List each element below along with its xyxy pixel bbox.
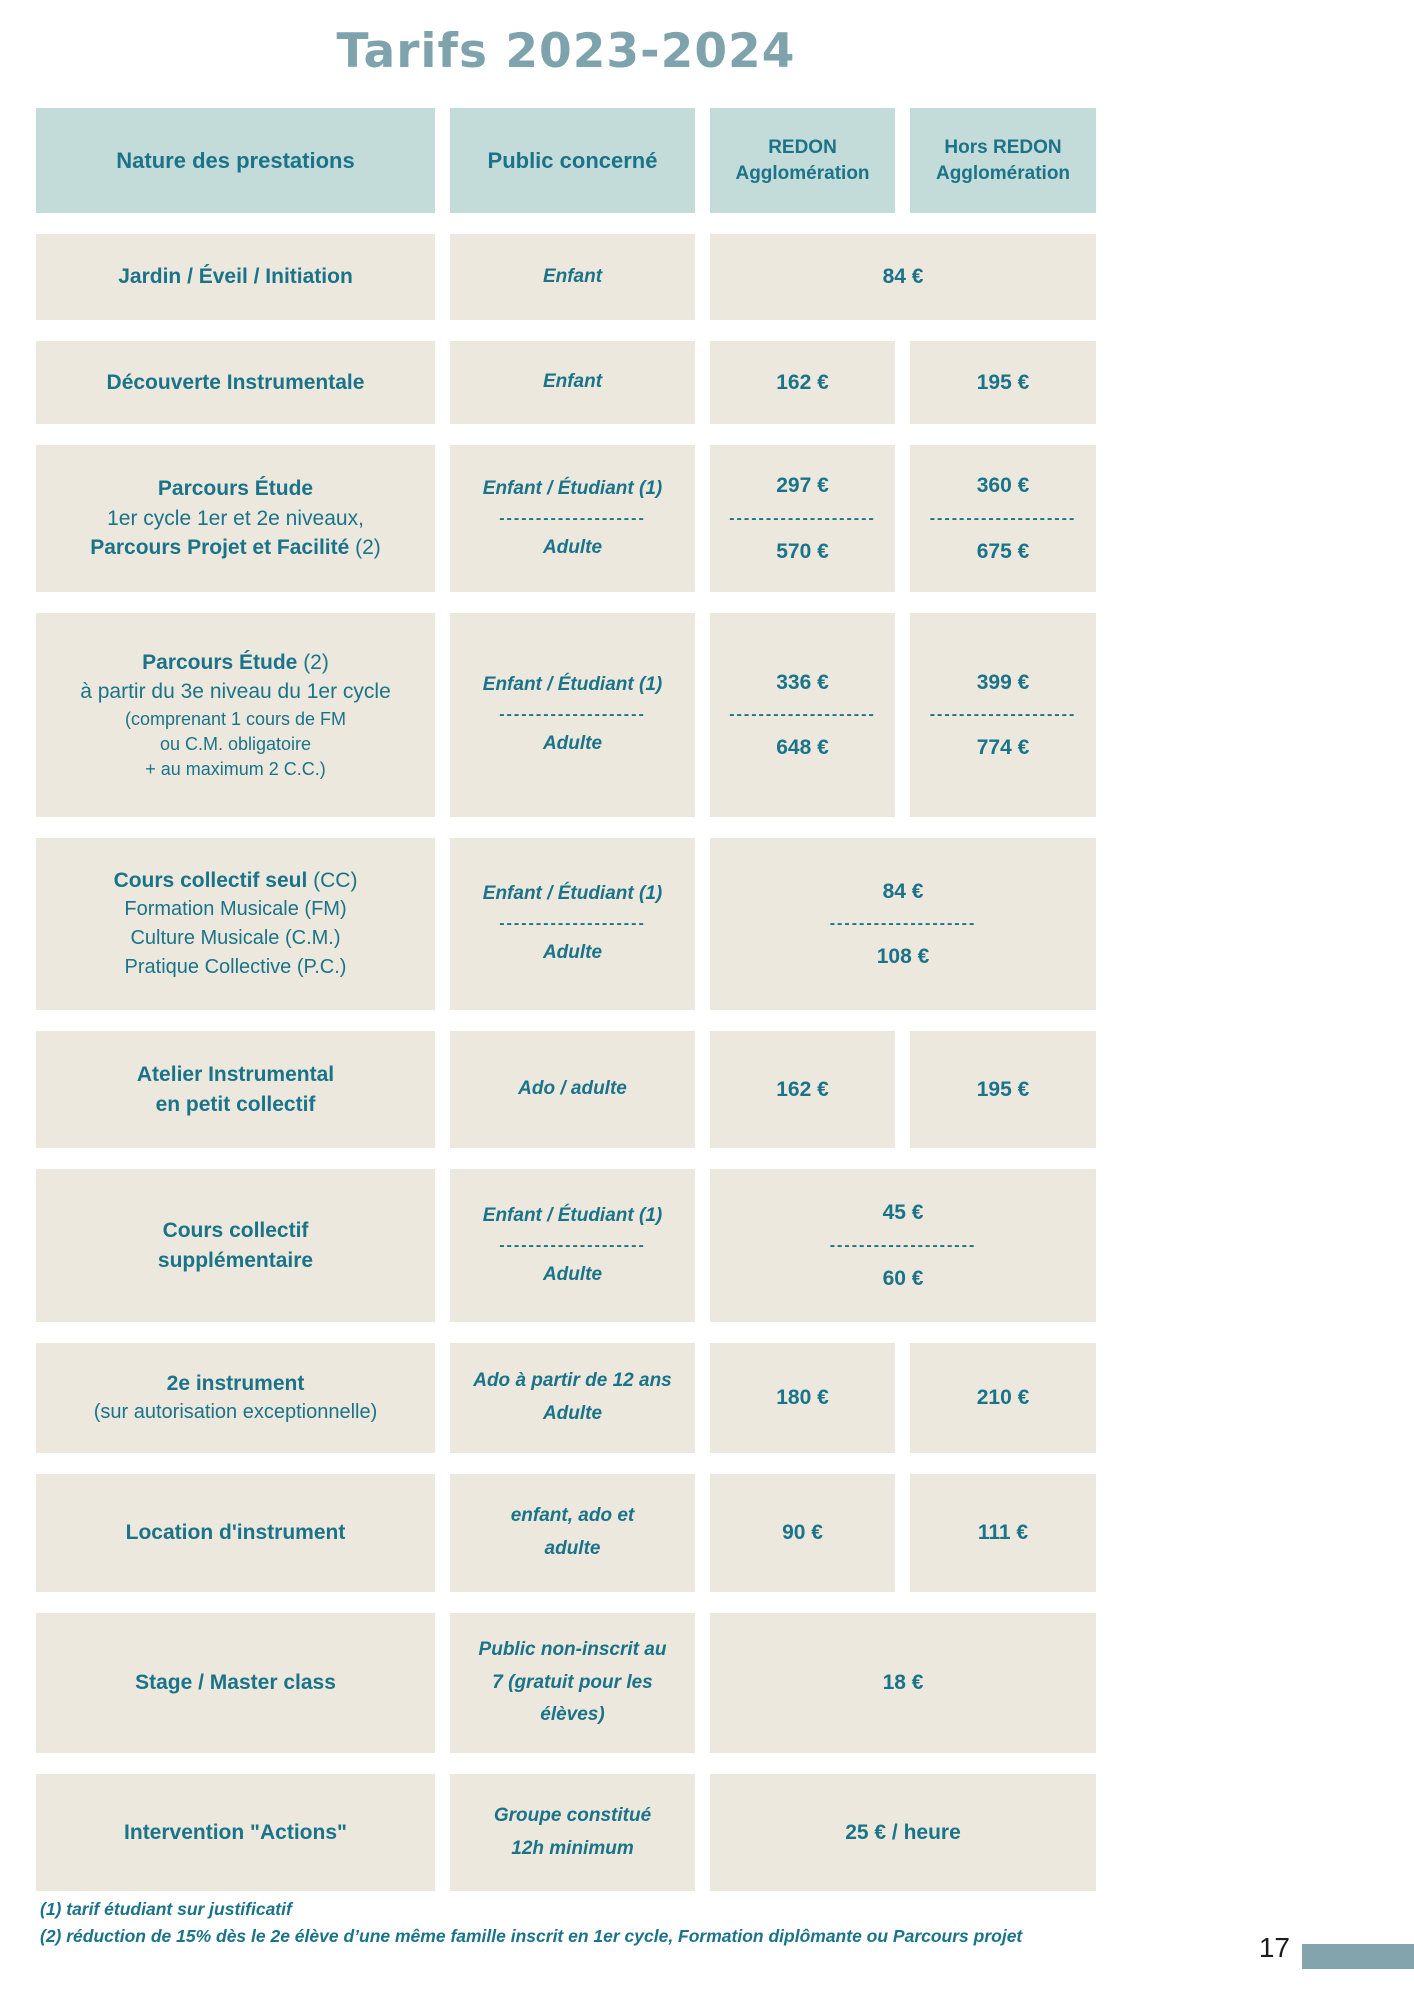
text-segment: 84 € — [882, 879, 924, 903]
text-segment: Enfant / Étudiant (1) — [482, 1204, 663, 1226]
text-segment: élèves) — [540, 1704, 605, 1726]
row-decouverte-instrumentale-price-redon — [710, 341, 895, 424]
text-segment: Formation Musicale (FM) — [124, 898, 347, 921]
text-line — [883, 1264, 924, 1293]
text-segment: Ado / adulte — [518, 1078, 627, 1100]
dash-separator: -------------------- — [929, 707, 1077, 723]
text-segment: 7 (gratuit pour les — [492, 1671, 653, 1693]
row-jardin-eveil-initiation-public — [450, 234, 695, 320]
text-segment: Enfant / Étudiant (1) — [482, 883, 663, 905]
text-segment: Adulte — [542, 1263, 603, 1285]
text-segment: 45 € — [882, 1201, 924, 1225]
text-segment: Ado à partir de 12 ans — [473, 1370, 672, 1392]
text-line — [473, 1368, 672, 1395]
text-line — [483, 881, 662, 908]
text-segment: 108 € — [876, 945, 930, 968]
header-label: Nature des prestations — [116, 147, 355, 173]
text-line — [518, 1076, 627, 1103]
text-segment: (2) — [349, 536, 381, 560]
row-decouverte-instrumentale-nature — [36, 341, 435, 424]
text-line — [977, 733, 1030, 762]
row-parcours-etude-3e-niveau-public — [450, 613, 695, 817]
text-line — [483, 1203, 662, 1230]
text-segment: 84 € — [882, 265, 924, 289]
text-line — [540, 1702, 604, 1729]
text-line — [158, 1246, 313, 1275]
text-segment: 210 € — [976, 1386, 1030, 1410]
text-segment: en petit collectif — [155, 1092, 316, 1116]
row-cours-collectif-seul-price — [710, 838, 1096, 1010]
text-line — [978, 1518, 1028, 1547]
row-location-instrument-price-redon — [710, 1474, 895, 1592]
text-line — [80, 677, 391, 706]
row-deuxieme-instrument-price-redon — [710, 1343, 895, 1453]
header-label: Public concerné — [487, 147, 658, 173]
text-segment: ou C.M. obligatoire — [159, 733, 312, 754]
text-segment: 360 € — [976, 474, 1030, 498]
dash-separator: -------------------- — [499, 510, 646, 527]
row-parcours-etude-1er-cycle-nature — [36, 445, 435, 592]
text-segment: 195 € — [976, 370, 1030, 394]
text-segment: Enfant — [542, 371, 603, 393]
text-segment: (comprenant 1 cours de FM — [124, 708, 347, 729]
text-line — [543, 1401, 602, 1428]
text-line — [883, 1198, 924, 1227]
row-cours-collectif-supplementaire-nature — [36, 1169, 435, 1322]
text-segment: 336 € — [776, 670, 829, 694]
text-line — [776, 537, 829, 566]
row-atelier-instrumental-public — [450, 1031, 695, 1148]
row-cours-collectif-seul-nature — [36, 838, 435, 1010]
text-line — [160, 732, 311, 757]
text-segment: Enfant / Étudiant (1) — [482, 477, 663, 499]
row-jardin-eveil-initiation-nature — [36, 234, 435, 320]
row-location-instrument-price-hors — [910, 1474, 1096, 1592]
tarif-table — [36, 108, 1096, 1891]
text-line — [543, 731, 602, 758]
text-line — [776, 1383, 829, 1412]
header-label: Agglomération — [935, 162, 1071, 184]
text-segment: Adulte — [542, 1403, 603, 1424]
text-segment: Groupe constitué — [493, 1804, 652, 1826]
row-atelier-instrumental-price-hors — [910, 1031, 1096, 1148]
footnote-2: (2) réduction de 15% dès le 2e élève d’une même famille inscrit en 1er cycle, Formation diplômante ou Parcours projet — [40, 1926, 1023, 1947]
text-line — [883, 262, 924, 291]
text-line — [90, 533, 381, 562]
text-line — [977, 1075, 1030, 1104]
text-segment: Adulte — [542, 733, 603, 754]
text-line — [977, 471, 1030, 500]
row-location-instrument-public — [450, 1474, 695, 1592]
row-parcours-etude-1er-cycle-price-redon — [710, 445, 895, 592]
row-jardin-eveil-initiation-price — [710, 234, 1096, 320]
row-parcours-etude-1er-cycle-public — [450, 445, 695, 592]
page-title: Tarifs 2023-2024 — [336, 24, 796, 79]
row-stage-master-class-nature — [36, 1613, 435, 1753]
text-segment: 570 € — [776, 539, 829, 563]
text-line — [479, 1637, 667, 1664]
row-decouverte-instrumentale-public — [450, 341, 695, 424]
row-cours-collectif-supplementaire-price — [710, 1169, 1096, 1322]
text-line — [776, 733, 829, 762]
row-parcours-etude-1er-cycle-price-hors — [910, 445, 1096, 592]
text-segment: 162 € — [776, 370, 829, 394]
text-line — [977, 668, 1030, 697]
text-line — [776, 1075, 829, 1104]
text-line — [776, 471, 829, 500]
text-segment: Parcours Projet et Facilité — [90, 536, 350, 560]
footnotes — [40, 1896, 1022, 1950]
text-segment: adulte — [544, 1538, 601, 1559]
row-cours-collectif-supplementaire-public — [450, 1169, 695, 1322]
text-segment: Atelier Instrumental — [136, 1063, 335, 1087]
text-line — [977, 368, 1030, 397]
row-decouverte-instrumentale-price-hors — [910, 341, 1096, 424]
text-segment: Parcours Étude — [142, 650, 298, 674]
text-segment: Cours collectif — [162, 1219, 309, 1243]
text-line — [776, 668, 829, 697]
text-line — [543, 1262, 602, 1289]
text-segment: 399 € — [976, 670, 1030, 694]
text-line — [511, 1836, 633, 1863]
text-line — [167, 1369, 305, 1398]
text-line — [125, 953, 347, 982]
dash-separator: -------------------- — [499, 707, 646, 723]
text-line — [543, 940, 602, 967]
text-line — [107, 368, 365, 397]
text-line — [545, 1536, 601, 1563]
row-intervention-actions-public — [450, 1774, 695, 1891]
text-line — [776, 368, 829, 397]
dash-separator: -------------------- — [829, 1237, 977, 1254]
text-segment: Adulte — [542, 536, 603, 558]
text-line — [782, 1518, 823, 1547]
text-line — [107, 504, 364, 533]
text-segment: Enfant — [542, 265, 603, 287]
row-cours-collectif-seul-public — [450, 838, 695, 1010]
text-segment: 2e instrument — [166, 1371, 305, 1395]
header-nature — [36, 108, 435, 213]
header-redon — [710, 108, 895, 213]
text-line — [135, 1668, 336, 1697]
row-location-instrument-nature — [36, 1474, 435, 1592]
dash-separator: -------------------- — [729, 510, 876, 527]
text-line — [118, 262, 353, 291]
text-segment: + au maximum 2 C.C.) — [145, 758, 326, 779]
text-segment: (sur autorisation exceptionnelle) — [93, 1401, 378, 1424]
text-segment: 25 € / heure — [845, 1820, 961, 1844]
row-deuxieme-instrument-price-hors — [910, 1343, 1096, 1453]
text-line — [145, 757, 326, 782]
header-label: REDON — [768, 136, 837, 158]
row-deuxieme-instrument-nature — [36, 1343, 435, 1453]
text-line — [977, 537, 1030, 566]
text-line — [494, 1803, 651, 1830]
text-line — [126, 1518, 346, 1547]
text-line — [492, 1670, 652, 1697]
text-segment: 60 € — [882, 1266, 924, 1290]
text-segment: 90 € — [782, 1521, 823, 1545]
text-line — [877, 942, 930, 971]
text-line — [137, 1060, 334, 1089]
text-line — [977, 1383, 1030, 1412]
text-segment: 675 € — [976, 539, 1030, 563]
header-label: Hors REDON — [944, 136, 1062, 158]
text-line — [130, 924, 340, 953]
text-segment: 648 € — [776, 736, 829, 759]
dash-separator: -------------------- — [929, 510, 1077, 527]
text-segment: 111 € — [977, 1521, 1029, 1545]
text-segment: Enfant / Étudiant (1) — [482, 674, 663, 696]
text-line — [124, 895, 346, 924]
text-segment: (2) — [297, 650, 329, 674]
text-segment: (CC) — [307, 868, 358, 892]
text-line — [883, 877, 924, 906]
text-segment: 12h minimum — [511, 1837, 634, 1859]
text-segment: 1er cycle 1er et 2e niveaux, — [107, 506, 364, 530]
row-intervention-actions-price — [710, 1774, 1096, 1891]
text-line — [158, 474, 313, 503]
text-line — [125, 707, 346, 732]
dash-separator: -------------------- — [729, 707, 876, 723]
text-line — [114, 866, 358, 895]
text-line — [94, 1398, 378, 1427]
text-line — [142, 648, 329, 677]
row-deuxieme-instrument-public — [450, 1343, 695, 1453]
header-hors-redon — [910, 108, 1096, 213]
text-segment: Parcours Étude — [157, 477, 314, 501]
header-label: Agglomération — [735, 162, 870, 184]
text-segment: 297 € — [776, 474, 829, 498]
header-public — [450, 108, 695, 213]
text-line — [543, 369, 602, 396]
text-line — [511, 1503, 635, 1530]
dash-separator: -------------------- — [499, 916, 646, 932]
text-line — [124, 1818, 347, 1847]
text-segment: Cours collectif seul — [113, 868, 308, 892]
text-line — [163, 1216, 309, 1245]
text-segment: Adulte — [542, 942, 603, 963]
text-segment: Pratique Collective (P.C.) — [124, 956, 347, 979]
text-segment: Jardin / Éveil / Initiation — [118, 265, 353, 289]
text-segment: Location d'instrument — [125, 1521, 346, 1545]
text-segment: 18 € — [882, 1671, 924, 1695]
text-segment: supplémentaire — [157, 1248, 314, 1272]
row-stage-master-class-public — [450, 1613, 695, 1753]
text-line — [156, 1090, 316, 1119]
text-segment: 774 € — [976, 736, 1030, 759]
row-intervention-actions-nature — [36, 1774, 435, 1891]
row-parcours-etude-3e-niveau-nature — [36, 613, 435, 817]
text-segment: Stage / Master class — [135, 1671, 336, 1695]
text-line — [543, 264, 602, 291]
text-segment: 180 € — [776, 1386, 829, 1410]
text-segment: enfant, ado et — [510, 1505, 635, 1527]
dash-separator: -------------------- — [829, 916, 977, 932]
text-line — [543, 535, 602, 562]
dash-separator: -------------------- — [499, 1237, 646, 1254]
row-stage-master-class-price — [710, 1613, 1096, 1753]
row-atelier-instrumental-price-redon — [710, 1031, 895, 1148]
text-segment: à partir du 3e niveau du 1er cycle — [80, 680, 391, 704]
row-parcours-etude-3e-niveau-price-hors — [910, 613, 1096, 817]
text-segment: 195 € — [976, 1077, 1030, 1101]
text-segment: 162 € — [776, 1077, 829, 1101]
footer-bar — [1302, 1944, 1414, 1969]
text-segment: Public non-inscrit au — [478, 1639, 667, 1661]
row-parcours-etude-3e-niveau-price-redon — [710, 613, 895, 817]
row-atelier-instrumental-nature — [36, 1031, 435, 1148]
page-number: 17 — [1258, 1932, 1290, 1963]
text-segment: Culture Musicale (C.M.) — [130, 927, 341, 950]
text-line — [883, 1668, 924, 1697]
text-line — [483, 672, 662, 699]
footnote-1: (1) tarif étudiant sur justificatif — [40, 1899, 292, 1919]
text-segment: Intervention "Actions" — [124, 1820, 347, 1844]
text-line — [845, 1818, 961, 1847]
text-segment: Découverte Instrumentale — [106, 370, 365, 394]
text-line — [483, 476, 662, 503]
